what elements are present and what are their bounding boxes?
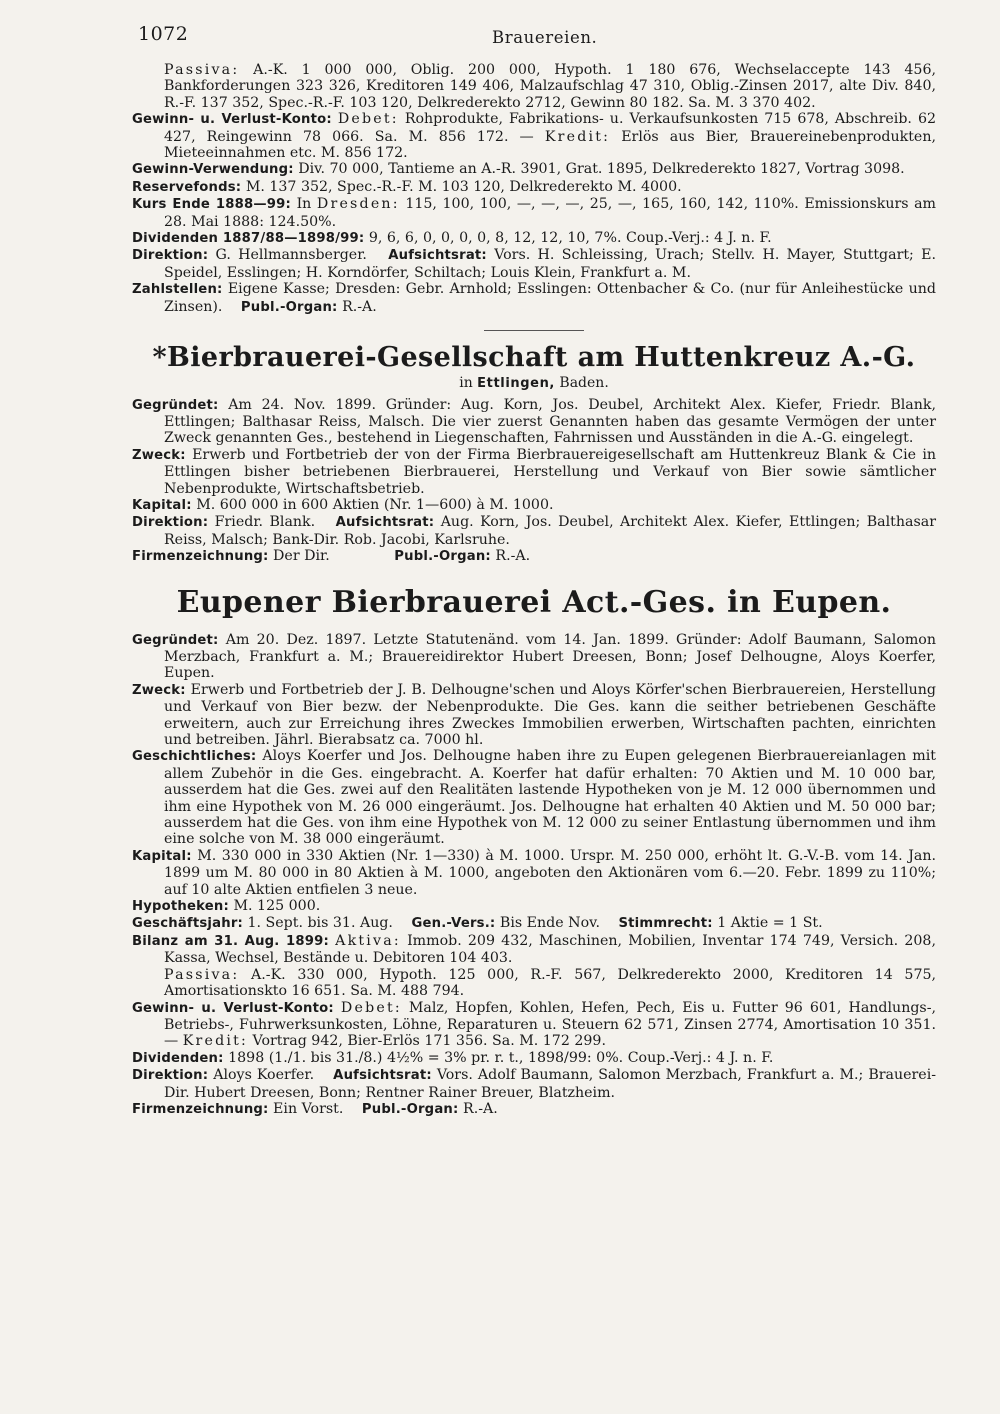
verwendung-label: Gewinn-Verwendung: (132, 162, 294, 178)
company-title: *Bierbrauerei-Gesellschaft am Huttenkreuz A.-G. (152, 342, 916, 374)
kapital-label: Kapital: (132, 848, 192, 864)
kurs-place: Dresden: (316, 196, 400, 213)
firmenzeichnung-paragraph (132, 548, 936, 565)
bilanz-label: Bilanz am 31. Aug. 1899: (132, 933, 329, 949)
gegruendet-paragraph (132, 397, 936, 447)
publ-organ-label: Publ.-Organ: (394, 549, 491, 565)
guv-debet-label: Debet: (337, 111, 399, 128)
geschichtliches-paragraph (132, 748, 936, 847)
gegruendet-label: Gegründet: (132, 632, 219, 648)
company-location-in: in (459, 375, 473, 392)
direktion-paragraph (132, 247, 936, 281)
guv-debet-text: Malz, Hopfen, Kohlen, Hefen, Pech, Eis u. Futter 96 601, Handlungs-, Betriebs-, Fuhrwerksunkosten, Löhne, Reparaturen u. Steuern 62 571, Zinsen 2774, Amortisation 10 351. — (164, 999, 936, 1050)
verwendung-text: Div. 70 000, Tantieme an A.-R. 3901, Grat. 1895, Delkrederekto 1827, Vortrag 3098. (298, 161, 905, 178)
firmenzeichnung-label: Firmenzeichnung: (132, 549, 269, 565)
stimmrecht-text: 1 Aktie = 1 St. (717, 915, 823, 932)
guv-paragraph (132, 1000, 936, 1050)
firmenzeichnung-label: Firmenzeichnung: (132, 1101, 269, 1117)
guv-kredit-text: Erlös aus Bier, Brauereinebenprodukten, Mieteeinnahmen etc. M. 856 172. (164, 128, 936, 162)
page-header (132, 22, 936, 62)
publ-organ-text: R.-A. (342, 298, 377, 315)
guv-kredit-text: Vortrag 942, Bier-Erlös 171 356. Sa. M. 172 299. (252, 1033, 606, 1050)
stimmrecht-label: Stimmrecht: (618, 916, 713, 932)
zahlstellen-text: Eigene Kasse; Dresden: Gebr. Arnhold; Esslingen: Ottenbacher & Co. (nur für Anleihestücke und Zinsen). (164, 281, 936, 315)
aufsichtsrat-label: Aufsichtsrat: (335, 515, 435, 531)
guv-paragraph (132, 111, 936, 161)
kapital-paragraph (132, 848, 936, 898)
company-entry-eupen (132, 586, 936, 1119)
zweck-text: Erwerb und Fortbetrieb der von der Firma Bierbrauereigesellschaft am Huttenkreuz Blank & Cie in Ettlingen bisher betriebenen Bierbrauerei, Herstellung und Verkauf von Bier sowie sämtlicher Nebenprodukte, Wirtschaftsbetrieb. (164, 446, 936, 497)
publ-organ-text: R.-A. (463, 1100, 498, 1117)
guv-kredit-label: Kredit: (544, 128, 611, 145)
aktiva-label: Aktiva: (335, 932, 401, 949)
publ-organ-label: Publ.-Organ: (240, 299, 338, 315)
direktion-paragraph (132, 514, 936, 548)
zahlstellen-label: Zahlstellen: (132, 282, 223, 298)
guv-label: Gewinn- u. Verlust-Konto: (132, 1000, 334, 1016)
firmenzeichnung-text: Der Dir. (273, 548, 330, 565)
passiva-text: A.-K. 1 000 000, Oblig. 200 000, Hypoth. 1 180 676, Wechselaccepte 143 456, Bankforderungen 323 326, Kreditoren 149 406, Malzaufschlag 47 310, Oblig.-Zinsen 2017, alte Div. 840, R.-F. 137 352, Spec.-R.-F. 103 120, Delkrederekto 2712, Gewinn 80 182. Sa. M. 3 370 402. (164, 62, 936, 111)
guv-debet-label: Debet: (340, 999, 402, 1016)
firmenzeichnung-text: Ein Vorst. (273, 1100, 344, 1117)
kurs-in: In (296, 196, 312, 213)
direktion-text: Aloys Koerfer. (213, 1067, 315, 1084)
dividenden-text: 9, 6, 6, 0, 0, 0, 0, 8, 12, 12, 10, 7%. Coup.-Verj.: 4 J. n. F. (368, 230, 772, 247)
reserve-paragraph (132, 179, 936, 196)
kurs-text: 115, 100, 100, —, —, —, 25, —, 165, 160, 142, 110%. Emissionskurs am 28. Mai 1888: 124.50%. (164, 196, 937, 230)
kapital-text: M. 600 000 in 600 Aktien (Nr. 1—600) à M. 1000. (196, 496, 554, 513)
dividenden-paragraph (132, 230, 936, 247)
kapital-paragraph (132, 497, 936, 514)
dividenden-paragraph (132, 1050, 936, 1067)
passiva-label: Passiva: (164, 966, 240, 983)
kapital-text: M. 330 000 in 330 Aktien (Nr. 1—330) à M. 1000. Urspr. M. 250 000, erhöht lt. G.-V.-B. vom 14. Jan. 1899 um M. 80 000 in 80 Aktien à M. 1000, angeboten den Aktionären vom 6.—20. Febr. 1899 zu 110%; auf 10 alte Aktien entfielen 3 neue. (164, 847, 936, 898)
publ-organ-text: R.-A. (495, 548, 531, 565)
dividenden-text: 1898 (1./1. bis 31./8.) 4½% = 3% pr. r. t., 1898/99: 0%. Coup.-Verj.: 4 J. n. F. (228, 1049, 774, 1066)
kurs-paragraph (132, 196, 936, 230)
hypotheken-text: M. 125 000. (233, 898, 321, 915)
direktion-text: Friedr. Blank. (214, 514, 316, 531)
geschichtliches-text: Aloys Koerfer und Jos. Delhougne haben ihre zu Eupen gelegenen Bierbrauereianlagen mit allem Zubehör in die Ges. eingebracht. A. Koerfer hat dafür erhalten: 70 Aktien und M. 10 000 bar, ausserdem hat die Ges. zwei auf den Realitäten lastende Hypotheken von je M. 12 000 übernommen und ihm eine Hypothek von M. 26 000 eingeräumt. Jos. Delhougne hat erhalten 40 Aktien und M. 50 000 bar; ausserdem hat die Ges. von ihm eine Hypothek von M. 12 000 zu seiner Entlastung übernommen und ihm eine solche von M. 38 000 eingeräumt. (164, 748, 936, 848)
company-entry-huttenkreuz (132, 343, 936, 565)
company-location (132, 375, 936, 392)
spacer (132, 566, 936, 584)
publ-organ-label: Publ.-Organ: (361, 1101, 459, 1117)
direktion-label: Direktion: (132, 248, 209, 264)
previous-entry (132, 62, 936, 316)
direktion-paragraph (132, 1067, 936, 1101)
gen-vers-label: Gen.-Vers.: (411, 916, 496, 932)
aktiva-text: Immob. 209 432, Maschinen, Mobilien, Inventar 174 749, Versich. 208, Kassa, Wechsel, Bestände u. Debitoren 104 403. (164, 932, 936, 967)
direktion-text: G. Hellmannsberger. (215, 247, 367, 264)
kapital-label: Kapital: (132, 497, 192, 513)
passiva-label: Passiva: (164, 62, 240, 78)
aufsichtsrat-text: Vors. H. Schleissing, Urach; Stellv. H. Mayer, Stuttgart; E. Speidel, Esslingen; H. Korndörfer, Schiltach; Louis Klein, Frankfurt a. M. (164, 247, 936, 281)
zweck-label: Zweck: (132, 447, 186, 463)
zweck-paragraph (132, 447, 936, 497)
hypotheken-paragraph (132, 898, 936, 915)
reserve-text: M. 137 352, Spec.-R.-F. M. 103 120, Delkrederekto M. 4000. (245, 178, 682, 195)
gegruendet-paragraph (132, 632, 936, 682)
geschichtliches-label: Geschichtliches: (132, 749, 257, 765)
dividenden-label: Dividenden: (132, 1050, 224, 1066)
direktion-label: Direktion: (132, 1068, 209, 1084)
zweck-label: Zweck: (132, 682, 186, 698)
geschaeftsjahr-paragraph (132, 915, 936, 932)
guv-debet-text: Rohprodukte, Fabrikations- u. Verkaufsunkosten 715 678, Abschreib. 62 427, Reingewinn 78 066. Sa. M. 856 172. — (164, 111, 936, 145)
running-head: Brauereien. (492, 28, 598, 47)
aufsichtsrat-text: Vors. Adolf Baumann, Salomon Merzbach, Frankfurt a. M.; Brauerei-Dir. Hubert Dreesen, Bonn; Rentner Rainer Breuer, Blatzheim. (164, 1067, 937, 1101)
guv-kredit-label: Kredit: (182, 1033, 248, 1050)
geschaeftsjahr-label: Geschäftsjahr: (132, 916, 243, 932)
passiva-paragraph (132, 62, 936, 111)
passiva-text: A.-K. 330 000, Hypoth. 125 000, R.-F. 567, Delkrederekto 2000, Kreditoren 14 575, Amortisationskto 16 651. Sa. M. 488 794. (164, 966, 937, 1000)
hypotheken-label: Hypotheken: (132, 899, 229, 915)
geschaeftsjahr-text: 1. Sept. bis 31. Aug. (247, 915, 393, 932)
company-location-place: Ettlingen, (477, 376, 555, 392)
passiva-paragraph (132, 967, 936, 1000)
gegruendet-label: Gegründet: (132, 397, 219, 413)
reserve-label: Reservefonds: (132, 179, 242, 195)
aufsichtsrat-label: Aufsichtsrat: (333, 1068, 432, 1084)
gegruendet-text: Am 24. Nov. 1899. Gründer: Aug. Korn, Jos. Deubel, Architekt Alex. Kiefer, Friedr. Blank, Ettlingen; Balthasar Reiss, Malsch. Die vier zuerst Genannten haben das gesamte Vermögen der unter Zweck genannten Ges., bestehend in Liegenschaften, Fahrnissen und Ausständen in die A.-G. eingelegt. (164, 396, 936, 447)
company-location-region: Baden. (559, 375, 609, 392)
page-number: 1072 (138, 23, 189, 45)
gen-vers-text: Bis Ende Nov. (499, 915, 600, 932)
dividenden-label: Dividenden 1887/88—1898/99: (132, 231, 365, 247)
section-divider (484, 330, 584, 331)
guv-label: Gewinn- u. Verlust-Konto: (132, 112, 332, 128)
aufsichtsrat-label: Aufsichtsrat: (388, 248, 487, 264)
firmenzeichnung-paragraph (132, 1101, 936, 1118)
verwendung-paragraph (132, 161, 936, 178)
zweck-text: Erwerb und Fortbetrieb der J. B. Delhougne'schen und Aloys Körfer'schen Bierbrauereien, Herstellung und Verkauf von Bier bezw. der Nebenprodukte. Die Ges. kann die seither betriebenen Geschäfte erweitern, auch zur Erreichung ihres Zweckes Immobilien erwerben, Wirtschaften pachten, einrichten und betreiben. Jährl. Bierabsatz ca. 7000 hl. (164, 681, 936, 748)
zahlstellen-paragraph (132, 281, 936, 316)
direktion-label: Direktion: (132, 515, 209, 531)
bilanz-paragraph (132, 933, 936, 967)
company-title: Eupener Bierbrauerei Act.-Ges. in Eupen. (176, 584, 892, 620)
kurs-label: Kurs Ende 1888—99: (132, 197, 291, 213)
aufsichtsrat-text: Aug. Korn, Jos. Deubel, Architekt Alex. Kiefer, Ettlingen; Balthasar Reiss, Malsch; Bank-Dir. Rob. Jacobi, Karlsruhe. (164, 514, 937, 548)
zweck-paragraph (132, 682, 936, 749)
gegruendet-text: Am 20. Dez. 1897. Letzte Statutenänd. vom 14. Jan. 1899. Gründer: Adolf Baumann, Salomon Merzbach, Frankfurt a. M.; Brauereidirektor Hubert Dreesen, Bonn; Josef Delhougne, Aloys Koerfer, Eupen. (164, 631, 936, 682)
